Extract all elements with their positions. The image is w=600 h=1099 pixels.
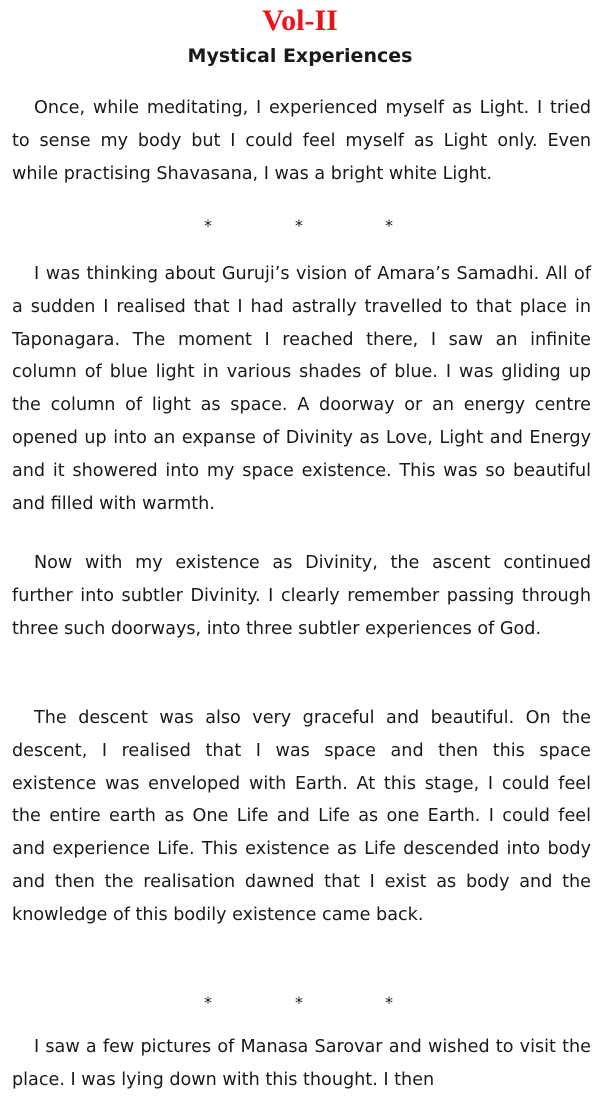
chapter-title: Mystical Experiences: [187, 45, 413, 67]
paragraph-descent: The descent was also very graceful and beautiful. On the descent, I realised that I was space and then this space existence was enveloped with Earth. At this stage, I could feel the entire earth as One Life and Life as one Earth. I could feel and experience Life. This existence as Life descended into body and then the realisation dawned that I exist as body and the knowledge of this bodily existence came back.: [12, 708, 591, 925]
section-separator: [0, 216, 600, 236]
paragraph-amara-samadhi: I was thinking about Guruji’s vision of Amara’s Samadhi. All of a sudden I realised that I had astrally travelled to that place in Taponagara. The moment I reached there, I saw an infinite column of blue light in various shades of blue. I was gliding up the column of light as space. A doorway or an energy centre opened up into an expanse of Divinity as Love, Light and Energy and it showered into my space existence. This was so beautiful and filled with warmth.: [12, 264, 591, 514]
paragraph-manasa-sarovar: I saw a few pictures of Manasa Sarovar and wished to visit the place. I was lying down with this thought. I then: [12, 1037, 591, 1090]
separator-star: *: [204, 216, 212, 235]
section-separator: [0, 993, 600, 1013]
volume-heading: Vol-II: [262, 4, 338, 37]
separator-star: *: [385, 993, 393, 1012]
paragraph-light-meditation: Once, while meditating, I experienced myself as Light. I tried to sense my body but I could feel myself as Light only. Even while practising Shavasana, I was a bright white Light.: [12, 98, 591, 184]
separator-star: *: [295, 993, 303, 1012]
separator-star: *: [295, 216, 303, 235]
separator-star: *: [204, 993, 212, 1012]
separator-star: *: [385, 216, 393, 235]
paragraph-ascent: Now with my existence as Divinity, the ascent continued further into subtler Divinity. I clearly remember passing through three such doorways, into three subtler experiences of God.: [12, 553, 591, 639]
